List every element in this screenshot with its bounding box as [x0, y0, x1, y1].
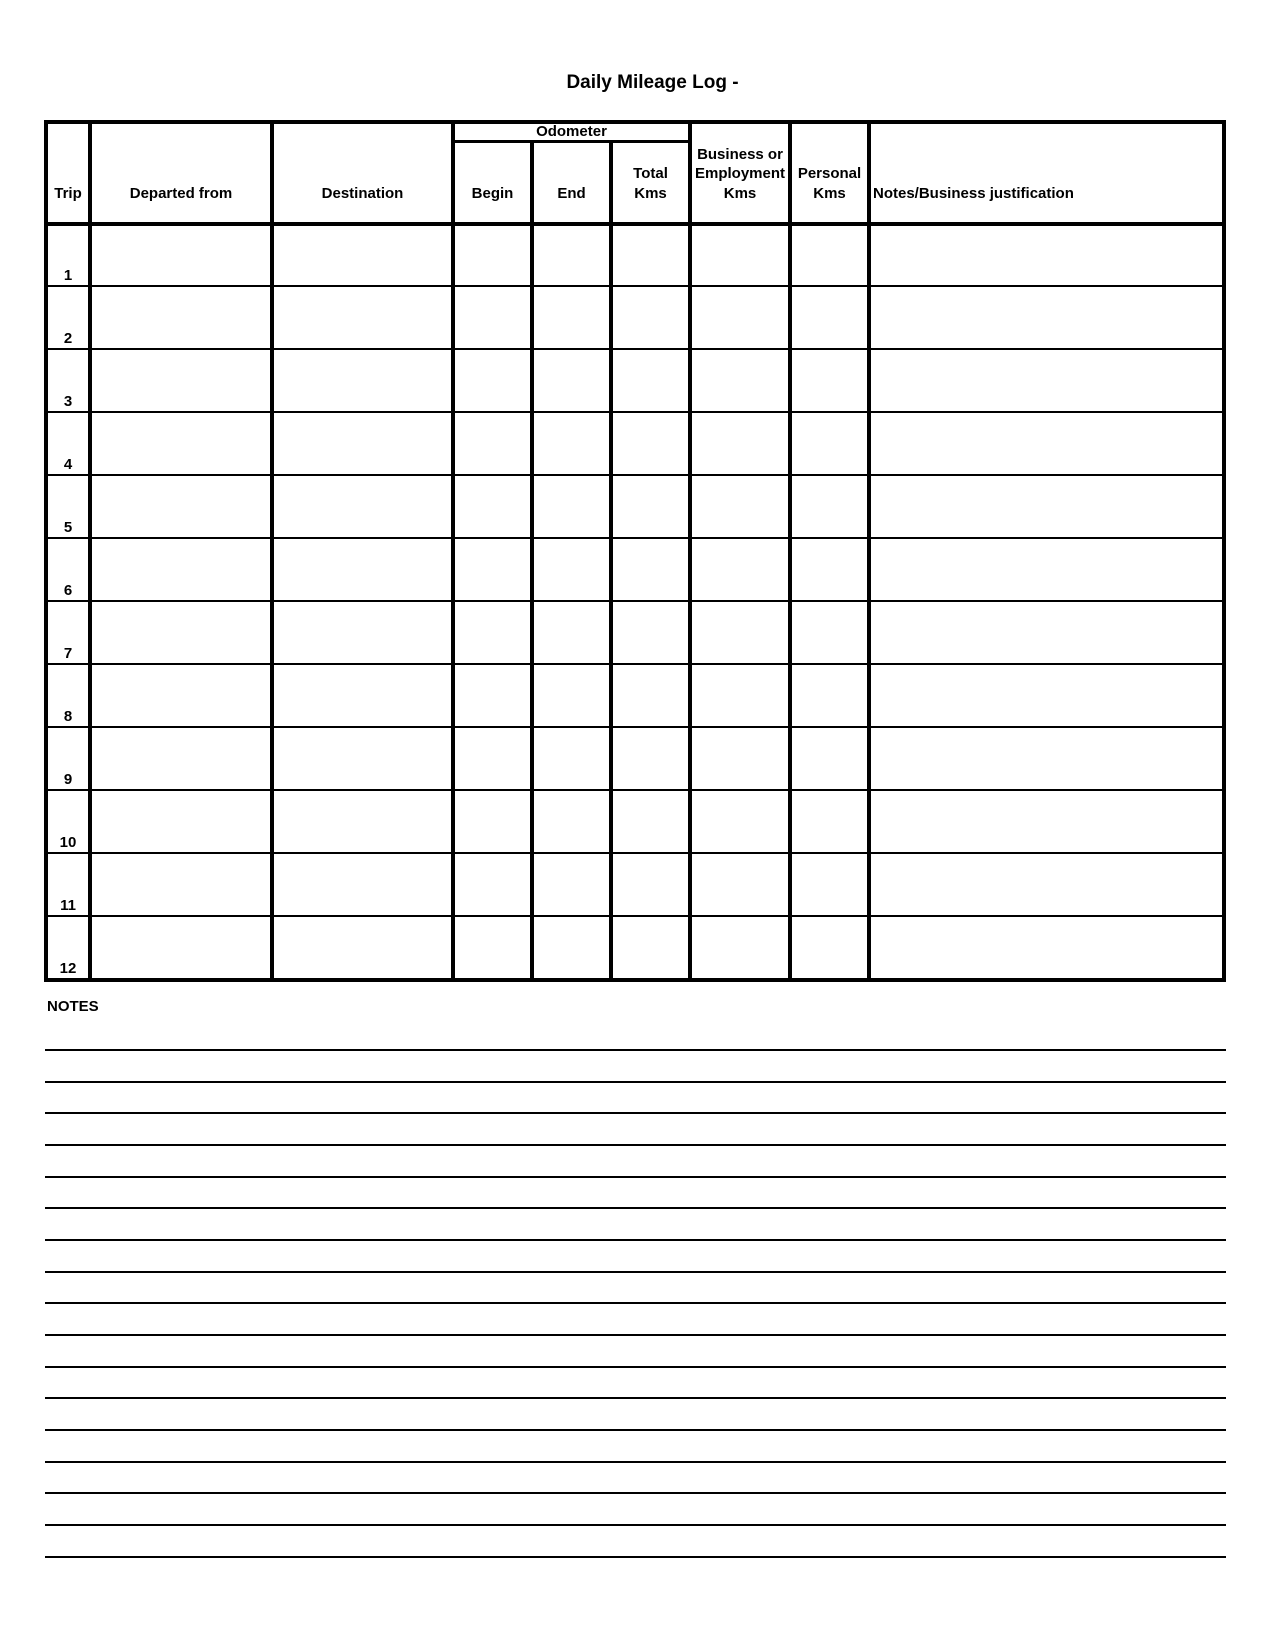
trip-number: 11 [60, 897, 76, 914]
trip-number: 3 [63, 393, 73, 410]
note-line [45, 1049, 1226, 1051]
col-divider-trip [88, 124, 92, 978]
col-divider-departed [270, 124, 274, 978]
header-business-1: Business or [697, 146, 783, 163]
row-divider [48, 474, 1222, 476]
row-divider [48, 285, 1222, 287]
trip-number: 10 [59, 834, 77, 851]
note-line [45, 1302, 1226, 1304]
note-line [45, 1461, 1226, 1463]
page-title: Daily Mileage Log - [566, 72, 739, 93]
header-destination: Destination [321, 185, 404, 202]
row-divider [48, 411, 1222, 413]
header-business-3: Kms [723, 185, 757, 202]
header-notes-justification: Notes/Business justification [873, 185, 1074, 202]
trip-number: 1 [63, 267, 73, 284]
trip-number: 6 [63, 582, 73, 599]
header-personal-1: Personal [797, 165, 862, 182]
notes-label: NOTES [47, 998, 99, 1015]
trip-number: 12 [59, 960, 77, 977]
note-line [45, 1366, 1226, 1368]
note-line [45, 1239, 1226, 1241]
row-divider [48, 726, 1222, 728]
header-business-2: Employment [694, 165, 785, 182]
trip-number: 8 [63, 708, 73, 725]
note-line [45, 1112, 1226, 1114]
header-odometer: Odometer [536, 123, 607, 140]
col-divider-business [788, 124, 792, 978]
trip-number: 7 [63, 645, 73, 662]
row-divider [48, 663, 1222, 665]
note-line [45, 1176, 1226, 1178]
header-divider [48, 222, 1222, 226]
header-personal-2: Kms [813, 185, 846, 202]
header-begin: Begin [471, 185, 514, 202]
note-line [45, 1271, 1226, 1273]
note-line [45, 1144, 1226, 1146]
trip-number: 5 [63, 519, 73, 536]
header-total-kms-1: Total [633, 165, 668, 182]
row-divider [48, 852, 1222, 854]
header-total-kms-2: Kms [634, 185, 667, 202]
note-line [45, 1492, 1226, 1494]
note-line [45, 1524, 1226, 1526]
note-line [45, 1081, 1226, 1083]
row-divider [48, 789, 1222, 791]
trip-number: 2 [63, 330, 73, 347]
row-divider [48, 600, 1222, 602]
trip-number: 9 [63, 771, 73, 788]
row-divider [48, 537, 1222, 539]
note-line [45, 1334, 1226, 1336]
note-line [45, 1556, 1226, 1558]
col-divider-total [688, 124, 692, 978]
note-line [45, 1397, 1226, 1399]
header-trip: Trip [54, 185, 82, 202]
row-divider [48, 915, 1222, 917]
col-divider-destination [451, 124, 455, 978]
note-line [45, 1429, 1226, 1431]
note-line [45, 1207, 1226, 1209]
col-divider-personal [867, 124, 871, 978]
header-end: End [557, 185, 586, 202]
header-departed-from: Departed from [129, 185, 233, 202]
mileage-log-table [44, 120, 1226, 982]
row-divider [48, 348, 1222, 350]
trip-number: 4 [63, 456, 73, 473]
